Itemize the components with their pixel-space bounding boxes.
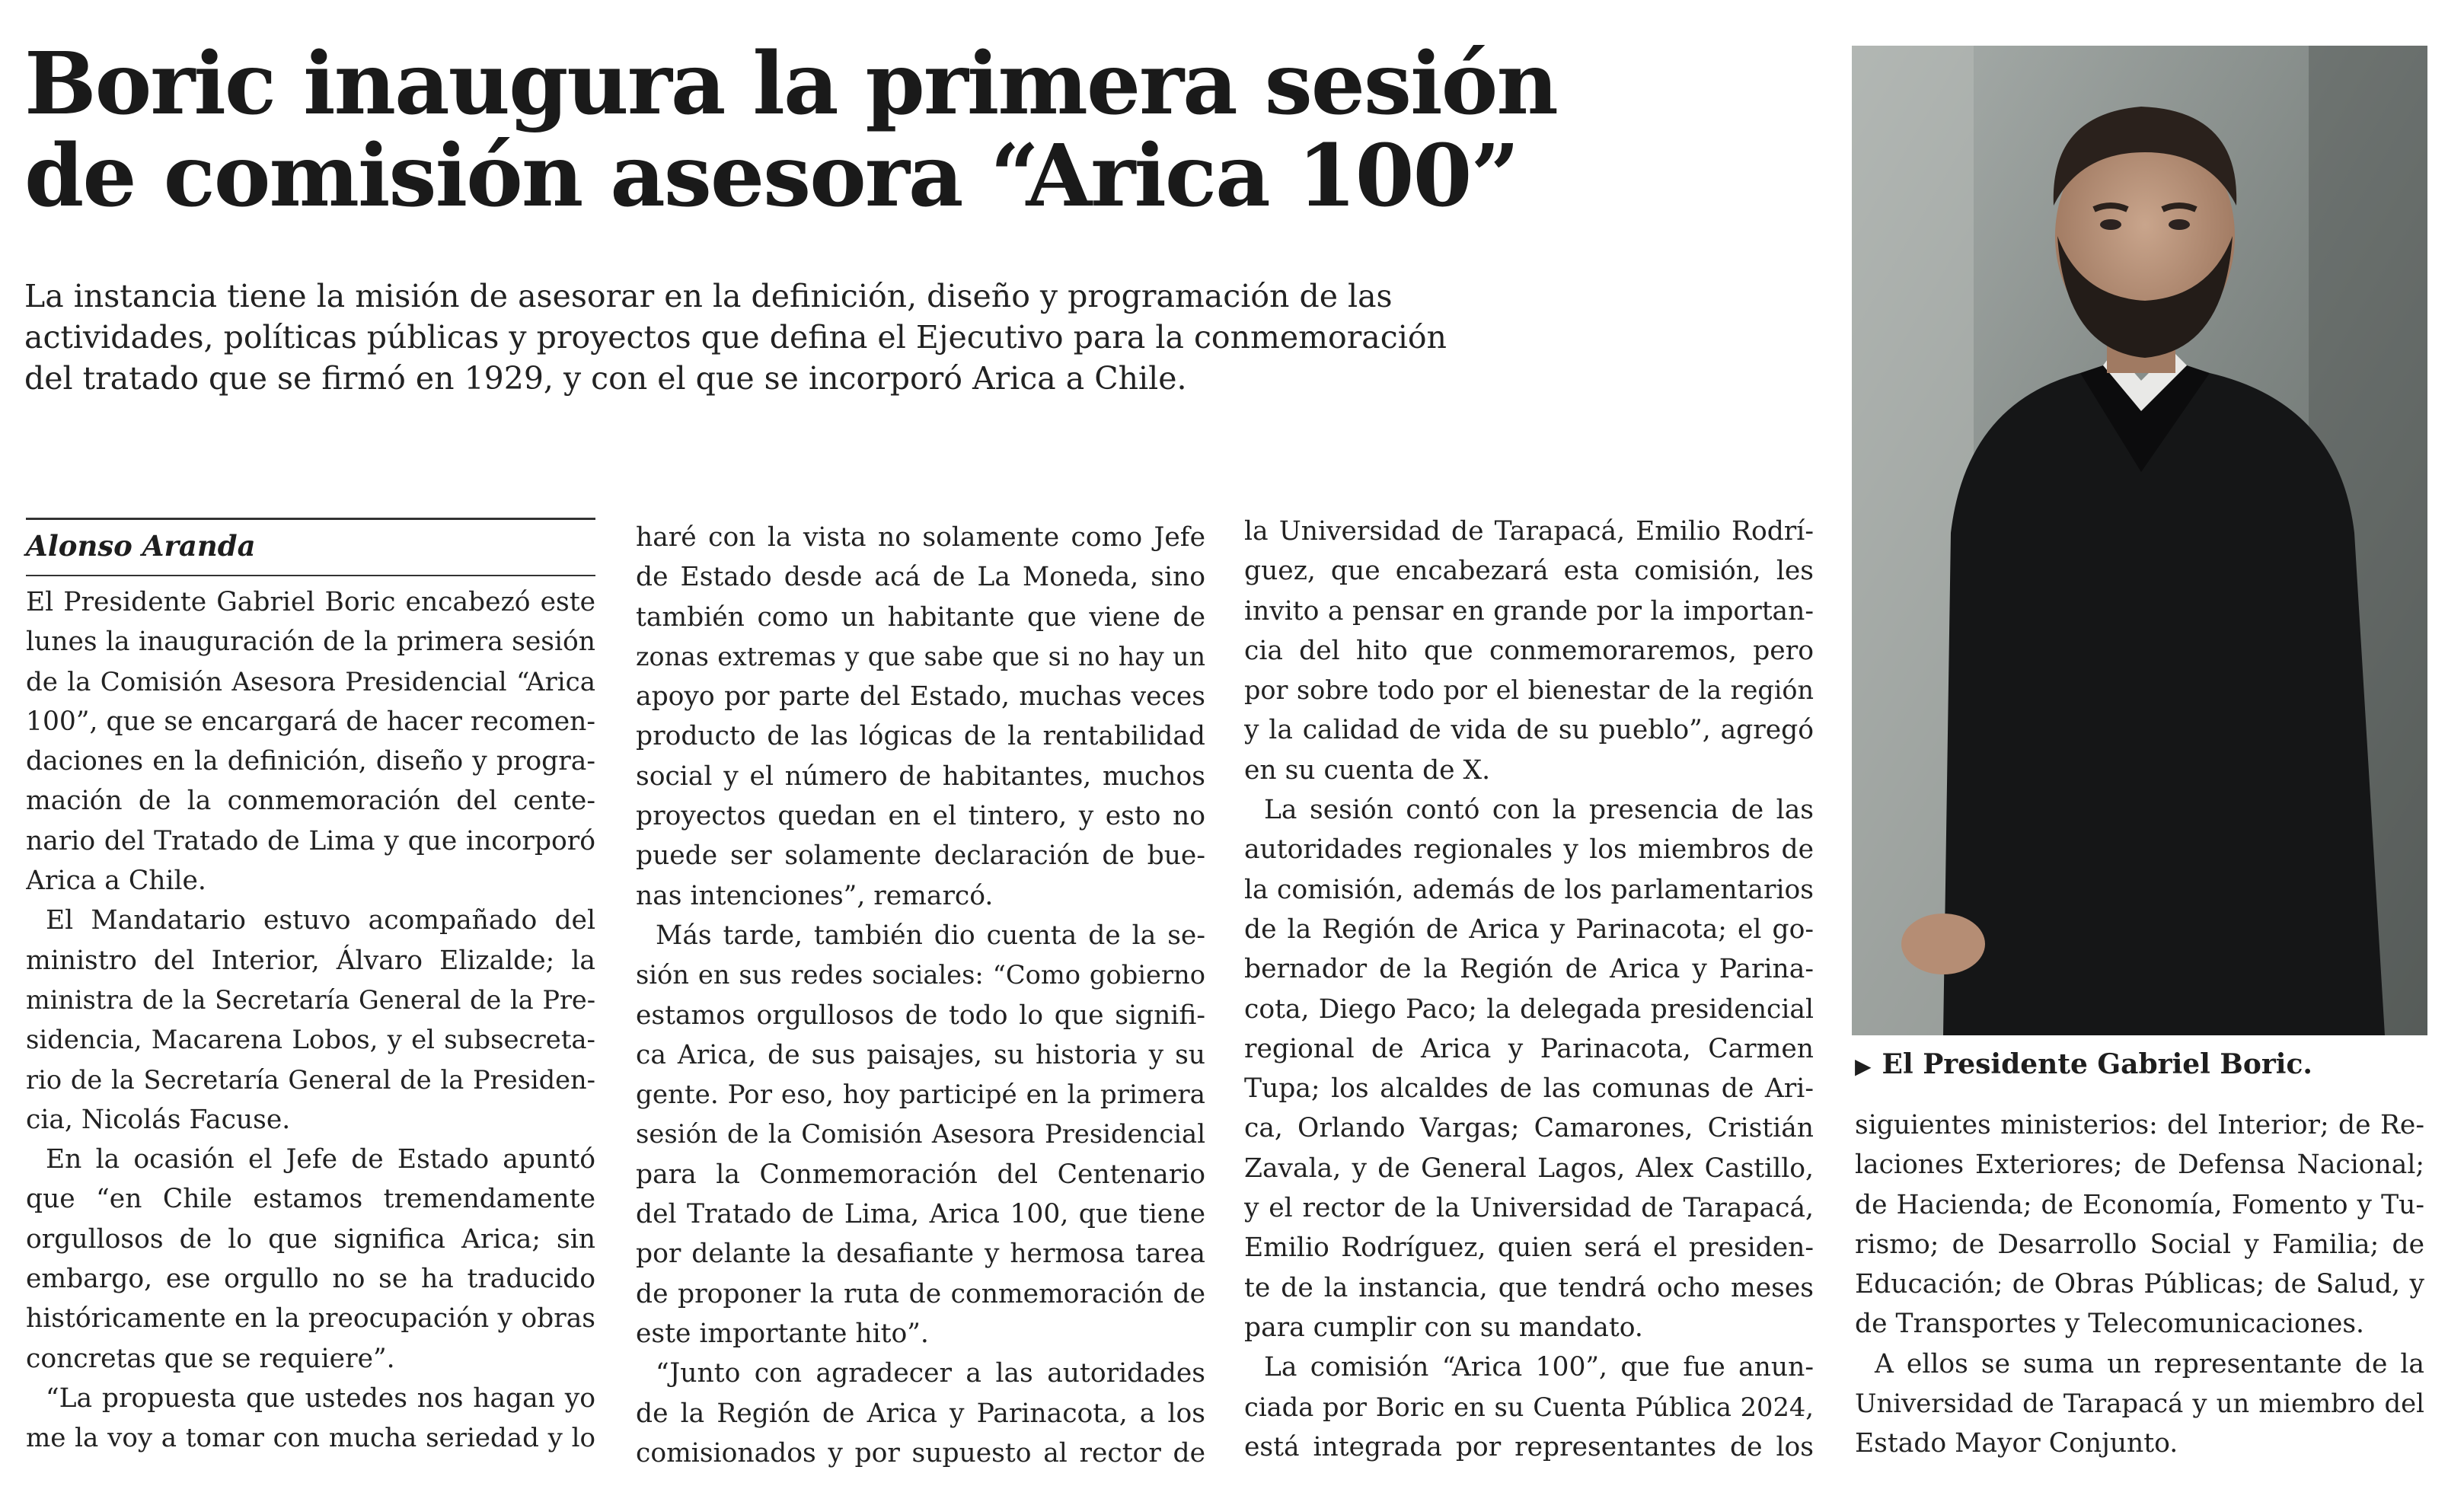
text-line: ca, Orlando Vargas; Camarones, Cristián <box>1244 1113 1814 1144</box>
text-line: históricamente en la preocupación y obras <box>26 1303 595 1335</box>
text-line: bernador de la Región de Arica y Parina- <box>1244 954 1814 985</box>
text-line: de Hacienda; de Economía, Fomento y Tu- <box>1855 1189 2424 1220</box>
text-line: nario del Tratado de Lima y que incorporó <box>26 825 595 856</box>
text-line: autoridades regionales y los miembros de <box>1244 834 1814 866</box>
deck-line: actividades, políticas públicas y proyectos que defina el Ejecutivo para la conmemoración <box>24 319 1447 356</box>
text-line: Zavala, y de General Lagos, Alex Castillo, <box>1244 1153 1814 1184</box>
headline-line: Boric inaugura la primera sesión <box>24 34 1557 134</box>
article-column-4 <box>1855 1105 2424 1464</box>
text-line: comisionados y por supuesto al rector de <box>636 1437 1205 1468</box>
text-line: me la voy a tomar con mucha seriedad y lo <box>26 1423 595 1454</box>
text-line: embargo, ese orgullo no se ha traducido <box>26 1264 595 1295</box>
text-line: El Presidente Gabriel Boric encabezó este <box>26 587 595 617</box>
text-line: ca Arica, de sus paisajes, su historia y su <box>636 1039 1205 1070</box>
text-line: de Transportes y Telecomunicaciones. <box>1855 1309 2365 1340</box>
text-line: ministra de la Secretaría General de la Pre- <box>26 984 595 1015</box>
text-line: cota, Diego Paco; la delegada presidencial <box>1244 993 1814 1025</box>
text-line: “Junto con agradecer a las autoridades <box>656 1358 1205 1389</box>
text-line: sidencia, Macarena Lobos, y el subsecreta- <box>26 1025 595 1055</box>
text-line: la Universidad de Tarapacá, Emilio Rodrí- <box>1244 516 1814 547</box>
text-line: y el rector de la Universidad de Tarapacá, <box>1244 1193 1814 1224</box>
text-line: estamos orgullosos de todo lo que signifi- <box>636 1000 1205 1031</box>
deck-line: del tratado que se firmó en 1929, y con el que se incorporó Arica a Chile. <box>24 360 1187 397</box>
deck-summary <box>24 276 1456 399</box>
headline <box>24 34 1837 226</box>
text-line: zonas extremas y que sabe que si no hay un <box>636 641 1205 671</box>
portrait-illustration <box>1852 46 2427 1035</box>
text-line: Educación; de Obras Públicas; de Salud, y <box>1855 1269 2424 1300</box>
president-photo <box>1852 46 2427 1035</box>
text-line: nas intenciones”, remarcó. <box>636 880 994 911</box>
text-line: Tupa; los alcaldes de las comunas de Ari- <box>1244 1073 1814 1105</box>
text-line: El Mandatario estuvo acompañado del <box>46 905 595 936</box>
article-column-2 <box>636 518 1205 1473</box>
byline-rule <box>26 518 595 576</box>
text-line: por delante la desafiante y hermosa tarea <box>636 1239 1205 1270</box>
text-line: para cumplir con su mandato. <box>1244 1312 1643 1343</box>
text-line: cia, Nicolás Facuse. <box>26 1104 291 1135</box>
text-line: puede ser solamente declaración de bue- <box>636 840 1205 872</box>
text-line: mación de la conmemoración del cente- <box>26 786 595 817</box>
text-line: haré con la vista no solamente como Jefe <box>636 522 1205 553</box>
text-line: por sobre todo por el bienestar de la región <box>1244 675 1814 706</box>
text-line: proyectos quedan en el tintero, y esto no <box>636 801 1205 832</box>
text-line: Universidad de Tarapacá y un miembro del <box>1855 1389 2424 1419</box>
text-line: la comisión, además de los parlamentarios <box>1244 874 1814 905</box>
text-line: en su cuenta de X. <box>1244 754 1491 786</box>
text-line: apoyo por parte del Estado, muchas veces <box>636 681 1205 713</box>
text-line: también como un habitante que viene de <box>636 601 1205 633</box>
text-line: invito a pensar en grande por la importan- <box>1244 595 1814 627</box>
text-line: está integrada por representantes de los <box>1244 1431 1814 1462</box>
text-line: de la Región de Arica y Parinacota; el go- <box>1244 914 1814 945</box>
text-line: concretas que se requiere”. <box>26 1343 395 1374</box>
text-line: orgullosos de lo que significa Arica; sin <box>26 1223 595 1255</box>
article-column-3 <box>1244 512 1814 1467</box>
text-line: para la Conmemoración del Centenario <box>636 1159 1205 1190</box>
text-line: Emilio Rodríguez, quien será el presiden- <box>1244 1232 1814 1264</box>
text-line: Estado Mayor Conjunto. <box>1855 1428 2178 1459</box>
text-line: sesión de la Comisión Asesora Presidencial <box>636 1119 1205 1150</box>
text-line: 100”, que se encargará de hacer recomen- <box>26 706 595 737</box>
caption-triangle-icon: ▶ <box>1855 1054 1872 1079</box>
byline-author: Alonso Aranda <box>26 529 256 563</box>
text-line: y la calidad de vida de su pueblo”, agregó <box>1244 715 1814 746</box>
text-line: gente. Por eso, hoy participé en la primera <box>636 1079 1205 1111</box>
text-line: cia del hito que conmemoraremos, pero <box>1244 635 1814 666</box>
text-line: que “en Chile estamos tremendamente <box>26 1184 595 1215</box>
caption-text: El Presidente Gabriel Boric. <box>1882 1048 2312 1080</box>
headline-line: de comisión asesora “Arica 100” <box>24 126 1518 226</box>
photo-caption <box>1855 1044 2434 1086</box>
text-line: Más tarde, también dio cuenta de la se- <box>656 920 1205 951</box>
text-line: siguientes ministerios: del Interior; de Re- <box>1855 1110 2424 1140</box>
text-line: rismo; de Desarrollo Social y Familia; de <box>1855 1229 2424 1260</box>
text-line: te de la instancia, que tendrá ocho meses <box>1244 1272 1814 1303</box>
text-line: laciones Exteriores; de Defensa Nacional; <box>1855 1150 2424 1181</box>
text-line: social y el número de habitantes, muchos <box>636 761 1205 792</box>
text-line: del Tratado de Lima, Arica 100, que tiene <box>636 1199 1205 1230</box>
text-line: de la Comisión Asesora Presidencial “Arica <box>26 666 595 697</box>
text-line: ministro del Interior, Álvaro Elizalde; la <box>26 945 595 976</box>
text-line: La comisión “Arica 100”, que fue anun- <box>1264 1352 1814 1383</box>
text-line: producto de las lógicas de la rentabilidad <box>636 721 1205 752</box>
deck-line: La instancia tiene la misión de asesorar en la definición, diseño y programación de las <box>24 278 1393 314</box>
text-line: lunes la inauguración de la primera sesión <box>26 627 595 658</box>
text-line: A ellos se suma un representante de la <box>1875 1348 2424 1379</box>
text-line: ciada por Boric en su Cuenta Pública 2024, <box>1244 1392 1814 1422</box>
text-line: daciones en la definición, diseño y progra- <box>26 746 595 777</box>
text-line: de proponer la ruta de conmemoración de <box>636 1278 1205 1309</box>
text-line: guez, que encabezará esta comisión, les <box>1244 556 1814 587</box>
text-line: sión en sus redes sociales: “Como gobierno <box>636 960 1205 990</box>
text-line: este importante hito”. <box>636 1318 929 1349</box>
article-column-1 <box>26 518 595 1459</box>
text-line: En la ocasión el Jefe de Estado apuntó <box>46 1144 595 1175</box>
text-line: de la Región de Arica y Parinacota, a los <box>636 1398 1205 1429</box>
text-line: La sesión contó con la presencia de las <box>1264 795 1814 826</box>
text-line: regional de Arica y Parinacota, Carmen <box>1244 1033 1814 1064</box>
text-line: “La propuesta que ustedes nos hagan yo <box>46 1382 595 1414</box>
text-line: Arica a Chile. <box>26 866 206 897</box>
text-line: rio de la Secretaría General de la Presiden- <box>26 1064 595 1095</box>
text-line: de Estado desde acá de La Moneda, sino <box>636 562 1205 593</box>
